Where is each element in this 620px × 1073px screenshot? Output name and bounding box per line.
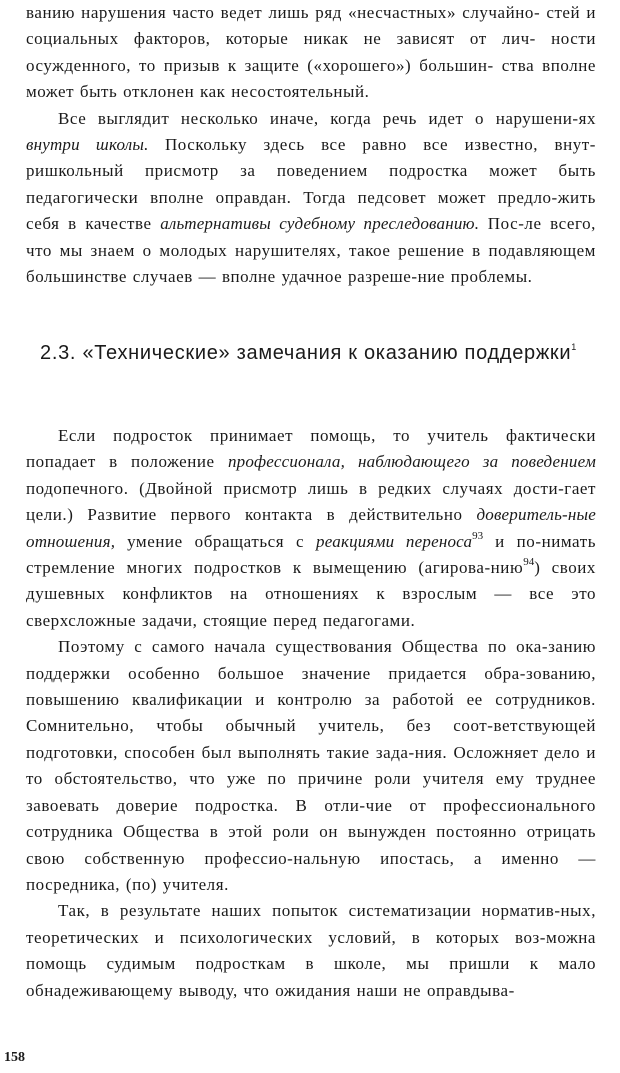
text-run: Поскольку здесь все равно все известно, внут-ришкольный присмотр за поведением подростка может быть педагогически вполне оправдан. Тогда педсовет может предло-жить себя в качестве: [26, 135, 596, 234]
text-run: Все выглядит несколько иначе, когда речь идет о нарушени-ях: [58, 108, 596, 128]
emphasis-transference: реакциями переноса: [316, 531, 473, 551]
emphasis-trust: доверитель-ные отношения,: [26, 505, 596, 551]
text-block-bottom: [26, 423, 596, 1004]
paragraph-inside-school: [26, 106, 596, 291]
paragraph-conclusion: Так, в результате наших попыток систематизации норматив-ных, теоретических и психологических условий, в которых воз-можна помощь судимым подросткам в школе, мы пришли к мало обнадеживающему выводу, что ожидания наши не оправдыва-: [26, 901, 596, 1000]
section-title: «Технические» замечания к оказанию поддержки: [82, 342, 572, 364]
paragraph-society: Поэтому с самого начала существования Общества по ока-занию поддержки особенно большое значение придается обра-зованию, повышению квалификации и контролю за работой ее сотрудников. Сомнительно, чтобы обычный учитель, без соот-ветствующей подготовки, способен был выполнять такие зада-ния. Осложняет дело и то обстоятельство, что уже по причине роли учителя ему труднее завоевать доверие подростка. В отли-чие от профессионального сотрудника Общества в этой роли он вынужден постоянно отрицать свою собственную профессио-нальную ипостась, а именно — посредника, (по) учителя.: [26, 637, 596, 894]
text-run: ) своих душевных конфликтов на отношениях к взрослым — все это сверхсложные задачи, стоящие перед педагогами.: [26, 558, 596, 630]
text-run: и по-нимать стремление многих подростков к вымещению (агирова-нию: [26, 531, 596, 578]
text-run: подопечного. (Двойной присмотр лишь в редких случаях дости-гает цели.) Развитие первого контакта в действительно: [26, 478, 596, 525]
text-run: умение обращаться с: [115, 531, 317, 551]
paragraph-continuation: [26, 0, 596, 106]
emphasis-inside-school: внутри школы.: [26, 135, 149, 155]
line: ности осужденного, то призыв к защите («хорошего») большин-: [26, 29, 596, 75]
line: стей и социальных факторов, которые никак не зависят от лич-: [26, 3, 596, 49]
text-run: Если подросток принимает помощь, то учитель фактически попадает в положение: [26, 426, 596, 472]
section-number: 2.3.: [40, 342, 77, 364]
heading-footnote-mark: 1: [571, 342, 577, 352]
footnote-mark-94: 94: [523, 556, 535, 569]
text-block-top: [26, 0, 596, 290]
line: ванию нарушения часто ведет лишь ряд «несчастных» случайно-: [26, 3, 541, 22]
section-heading: [40, 339, 580, 368]
paragraph-professional: [26, 423, 596, 634]
text-run: Пос-ле всего, что мы знаем о молодых нарушителях, такое решение в подавляющем большинстве случаев — вполне удачное разреше-ние проблемы.: [26, 214, 596, 287]
emphasis-alternative: альтернативы судебному преследованию.: [160, 214, 480, 234]
line: ства вполне может быть отклонен как несостоятельный.: [26, 55, 596, 102]
page-number: 158: [4, 1050, 25, 1065]
footnote-mark-93: 93: [472, 529, 484, 542]
emphasis-professional: профессионала, наблюдающего за поведением: [227, 452, 596, 472]
